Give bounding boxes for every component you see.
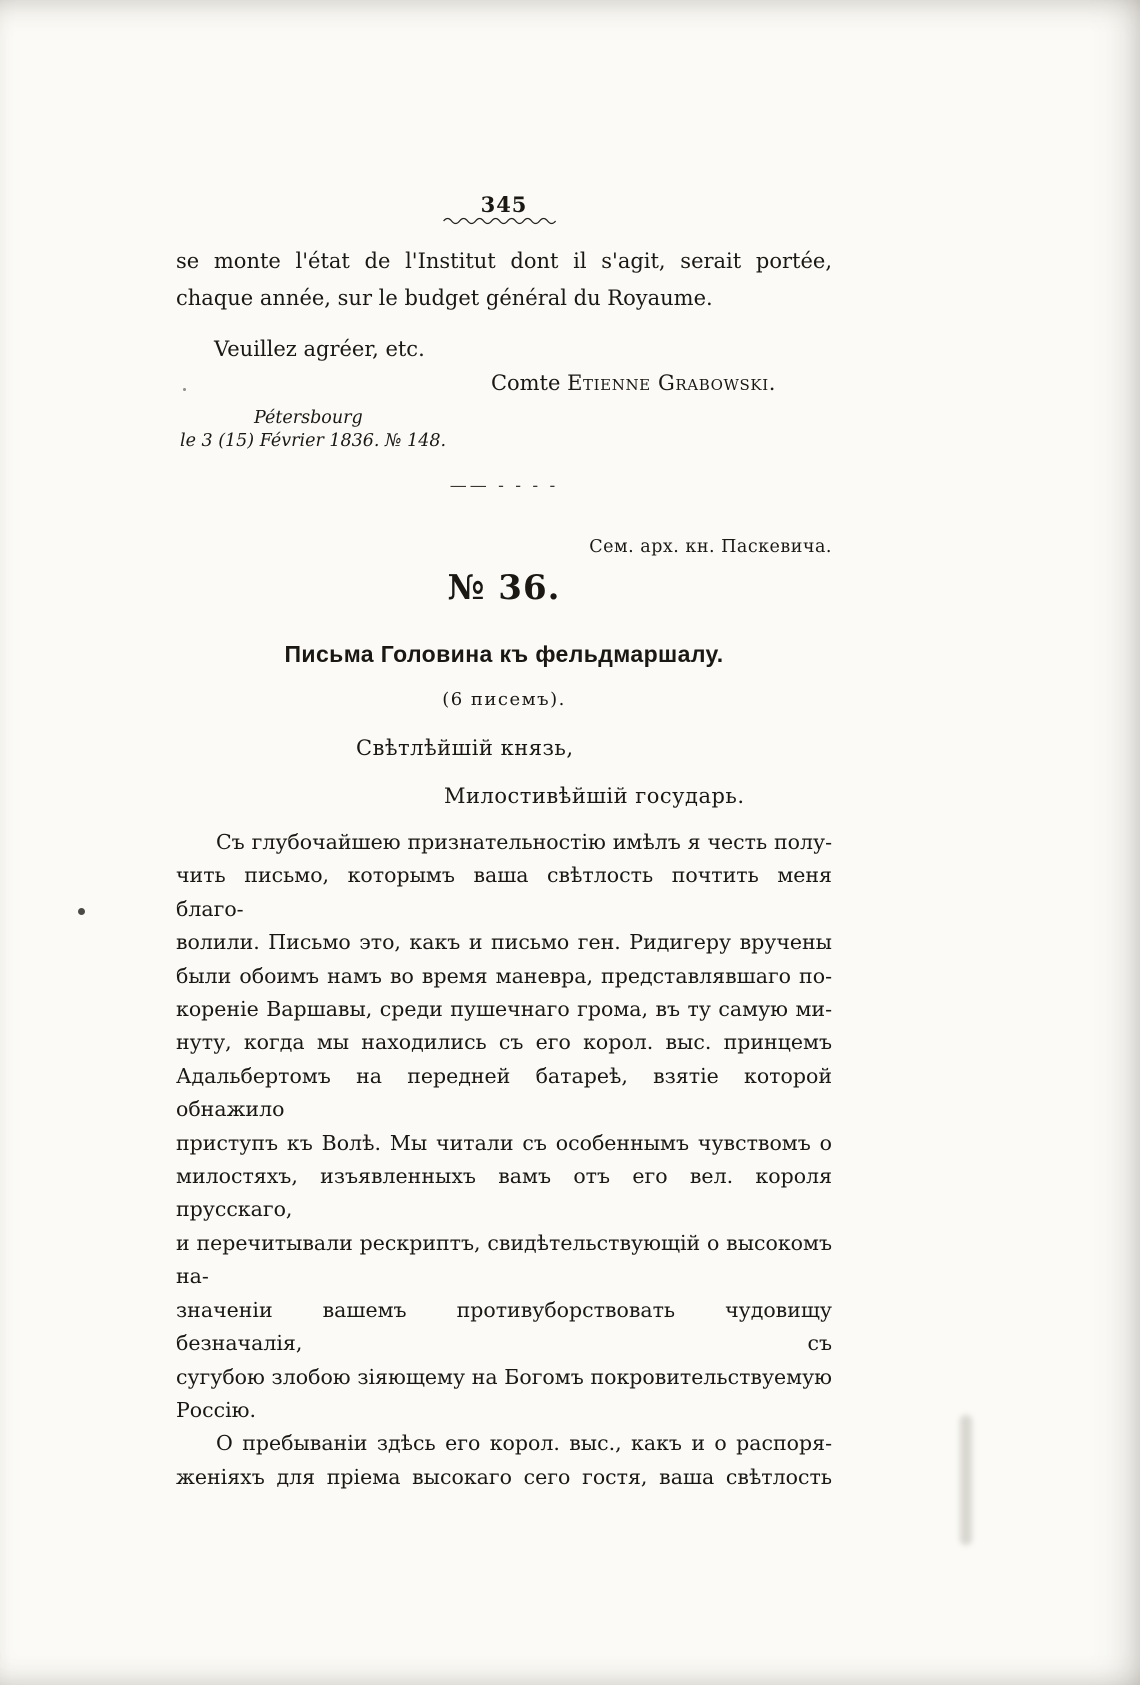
french-closing: Veuillez agréer, etc. <box>214 337 425 361</box>
scan-speck <box>183 388 186 391</box>
signature-title: Comte <box>490 371 568 395</box>
dateline-place: Pétersbourg <box>254 408 363 428</box>
document-title: Письма Головина къ фельдмаршалу. <box>284 641 724 667</box>
text-line: Адальбертомъ на передней батареѣ, взятіе которой обнажило <box>176 1063 832 1122</box>
salutation-line-1: Свѣтлѣйшій князь, <box>356 736 574 760</box>
text-line: кореніе Варшавы, среди пушечнаго грома, въ ту самую ми- <box>176 997 832 1022</box>
text-line: волили. Письмо это, какъ и письмо ген. Ридигеру вручены <box>176 930 832 955</box>
signature-line <box>176 371 832 395</box>
text-line: милостяхъ, изъявленныхъ вамъ отъ его вел. короля прусскаго, <box>176 1164 832 1222</box>
document-number-heading: № 36. <box>447 568 561 608</box>
scan-ink-dot <box>78 908 85 915</box>
text-line: нуту, когда мы находились съ его корол. выс. принцемъ <box>176 1030 832 1055</box>
dateline-date: le 3 (15) Février 1836. № 148. <box>180 431 447 451</box>
text-line: женіяхъ для пріема высокаго сего гостя, ваша свѣтлость <box>176 1464 832 1489</box>
text-line: были обоимъ намъ во время маневра, представлявшаго по- <box>176 963 832 988</box>
page-number: 345 <box>480 192 528 217</box>
text-line: значеніи вашемъ противуборствовать чудовищу безначалія, съ <box>176 1297 832 1356</box>
text-line: se monte l'état de l'Institut dont il s'agit, serait portée, <box>176 249 832 273</box>
letter-paragraph-2 <box>176 1427 832 1494</box>
text-line: Съ глубочайшею признательностію имѣлъ я честь полу- <box>216 830 832 854</box>
text-line: и перечитывали рескриптъ, свидѣтельствующій о высокомъ на- <box>176 1230 832 1289</box>
text-line: чить письмо, которымъ ваша свѣтлость почтить меня благо- <box>176 863 832 921</box>
french-paragraph <box>176 243 832 317</box>
section-divider: —— - - - - <box>449 476 559 496</box>
document-subtitle: (6 писемъ). <box>442 689 566 710</box>
signature-name: Etienne Grabowski. <box>567 371 776 395</box>
text-line: сугубою злобою зіяющему на Богомъ покровительствуемую <box>176 1364 832 1389</box>
salutation-line-2: Милостивѣйшій государь. <box>444 784 745 808</box>
archive-source-note: Сем. арх. кн. Паскевича. <box>589 537 832 557</box>
text-line: chaque année, sur le budget général du Royaume. <box>176 286 713 310</box>
text-line: приступъ къ Волѣ. Мы читали съ особеннымъ чувствомъ о <box>176 1130 832 1155</box>
letter-body <box>176 826 832 1494</box>
text-line: О пребываніи здѣсь его корол. выс., какъ и о распоря- <box>216 1431 832 1456</box>
scan-edge-smudge <box>960 1415 972 1545</box>
letter-paragraph-1 <box>176 826 832 1427</box>
text-line: Россію. <box>176 1397 257 1422</box>
page-number-flourish-icon <box>442 216 562 226</box>
